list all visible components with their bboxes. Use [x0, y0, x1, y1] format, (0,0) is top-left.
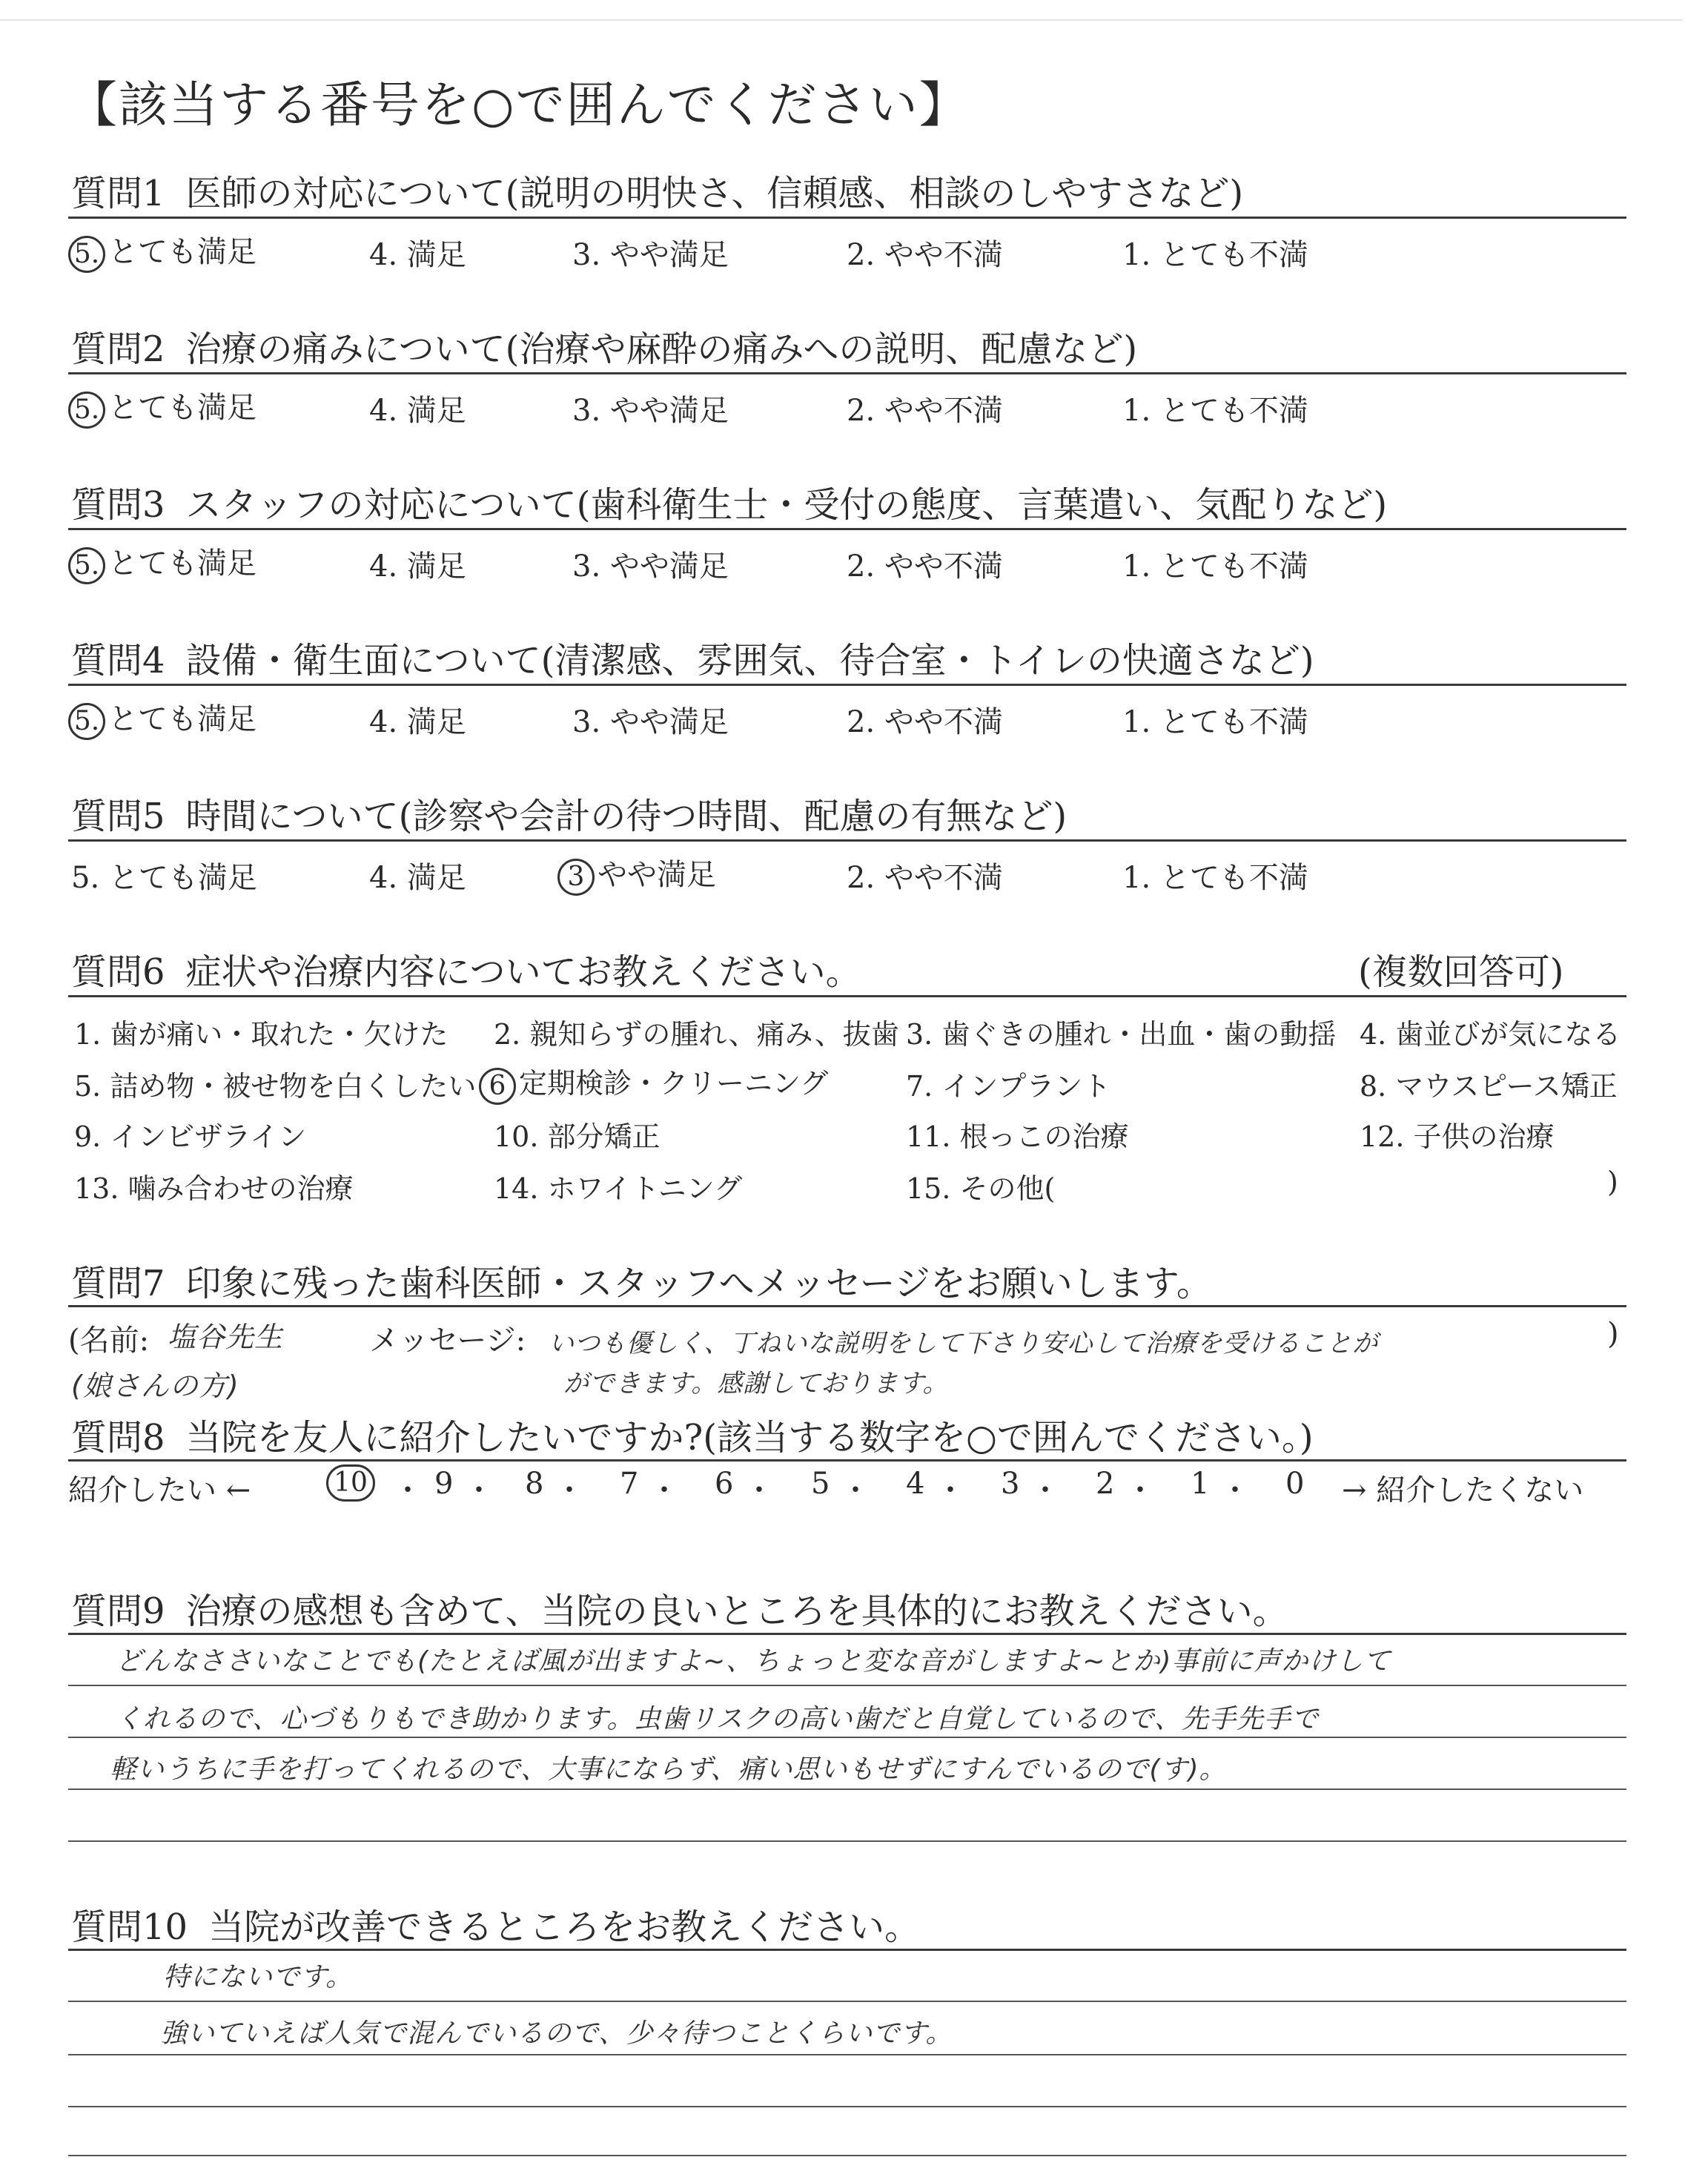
question-7-rule — [68, 1305, 1626, 1307]
question-2-text: 治療の痛みについて(治療や麻酔の痛みへの説明、配慮など) — [185, 328, 1138, 370]
scale-2[interactable]: 2 — [1096, 1467, 1115, 1501]
q2-option-4[interactable]: 4. 満足 — [369, 394, 466, 428]
question-1-label: 質問1 — [71, 173, 165, 214]
scale-dot: ・ — [1125, 1473, 1155, 1507]
selection-circle: 10 — [326, 1464, 375, 1502]
selection-circle: 3 — [557, 859, 595, 896]
q1-option-5[interactable]: 5. とても満足 — [68, 228, 256, 273]
question-6-rule — [68, 995, 1626, 997]
scale-dot: ・ — [649, 1473, 679, 1507]
question-4-label: 質問4 — [71, 640, 165, 681]
q1-option-3[interactable]: 3. やや満足 — [572, 238, 729, 272]
q6-option-10[interactable]: 10. 部分矯正 — [494, 1120, 661, 1153]
q4-option-4[interactable]: 4. 満足 — [369, 705, 466, 739]
answer-line — [68, 2106, 1626, 2107]
q6-option-13[interactable]: 13. 噛み合わせの治療 — [74, 1172, 354, 1205]
message-label: メッセージ: — [369, 1324, 526, 1358]
scale-dot: ・ — [1220, 1473, 1250, 1507]
scale-dot: ・ — [1030, 1473, 1060, 1507]
q6-option-11[interactable]: 11. 根っこの治療 — [906, 1120, 1129, 1153]
question-7-text: 印象に残った歯科医師・スタッフへメッセージをお願いします。 — [185, 1263, 1212, 1304]
q1-option-2[interactable]: 2. やや不満 — [847, 238, 1003, 272]
q5-option-4[interactable]: 4. 満足 — [369, 861, 466, 895]
scale-4[interactable]: 4 — [906, 1467, 925, 1501]
name-value[interactable]: 塩谷先生 — [168, 1321, 284, 1353]
question-8-rule — [68, 1459, 1626, 1462]
q9-answer-line-1[interactable]: どんなささいなことでも(たとえば風が出ますよ~、ちょっと変な音がしますよ~とか)事前に声かけして — [116, 1646, 1391, 1677]
answer-line — [68, 1840, 1626, 1842]
q6-option-9[interactable]: 9. インビザライン — [74, 1120, 307, 1153]
question-5 — [71, 787, 1067, 839]
message-line-1[interactable]: いつも優しく、丁ねいな説明をして下さり安心して治療を受けることが — [549, 1329, 1379, 1358]
q2-option-3[interactable]: 3. やや満足 — [572, 394, 729, 428]
question-9-text: 治療の感想も含めて、当院の良いところを具体的にお教えください。 — [185, 1591, 1288, 1632]
q4-option-5[interactable]: 5. とても満足 — [68, 696, 256, 740]
selection-circle: 5. — [68, 703, 105, 740]
question-3-text: スタッフの対応について(歯科衛生士・受付の態度、言葉遣い、気配りなど) — [185, 484, 1388, 526]
q6-option-3[interactable]: 3. 歯ぐきの腫れ・出血・歯の動揺 — [906, 1018, 1337, 1051]
top-edge-line — [0, 19, 1683, 21]
question-4 — [71, 632, 1314, 683]
message-close: ) — [1607, 1317, 1619, 1351]
question-7-label: 質問7 — [71, 1263, 165, 1304]
scale-8[interactable]: 8 — [525, 1467, 544, 1501]
q2-option-1[interactable]: 1. とても不満 — [1122, 394, 1308, 428]
question-4-text: 設備・衛生面について(清潔感、雰囲気、待合室・トイレの快適さなど) — [185, 640, 1314, 681]
scale-dot: ・ — [464, 1473, 494, 1507]
question-2-label: 質問2 — [71, 328, 165, 370]
q5-option-2[interactable]: 2. やや不満 — [847, 861, 1003, 895]
question-1-text: 医師の対応について(説明の明快さ、信頼感、相談のしやすさなど) — [185, 173, 1244, 214]
question-10-text: 当院が改善できるところをお教えください。 — [208, 1906, 921, 1948]
q4-option-1[interactable]: 1. とても不満 — [1122, 705, 1308, 739]
question-3-rule — [68, 528, 1626, 530]
q4-option-3[interactable]: 3. やや満足 — [572, 705, 729, 739]
selection-circle: 5. — [68, 236, 105, 273]
question-2 — [71, 320, 1137, 371]
q6-option-6[interactable]: 6 定期検診・クリーニング — [479, 1060, 828, 1105]
q4-option-2[interactable]: 2. やや不満 — [847, 705, 1003, 739]
q10-answer-line-2[interactable]: 強いていえば人気で混んでいるので、少々待つことくらいです。 — [160, 2018, 953, 2049]
q6-option-7[interactable]: 7. インプラント — [906, 1070, 1111, 1103]
scale-6[interactable]: 6 — [715, 1467, 734, 1501]
scale-dot: ・ — [393, 1473, 423, 1507]
selection-circle: 5. — [68, 392, 105, 429]
scale-dot: ・ — [841, 1473, 870, 1507]
scale-5[interactable]: 5 — [811, 1467, 830, 1501]
q3-option-5[interactable]: 5. とても満足 — [68, 540, 256, 584]
page-title: 【該当する番号を○で囲んでください】 — [68, 76, 970, 133]
answer-line — [68, 2001, 1626, 2002]
scale-dot: ・ — [555, 1473, 584, 1507]
q2-option-2[interactable]: 2. やや不満 — [847, 394, 1003, 428]
q3-option-2[interactable]: 2. やや不満 — [847, 549, 1003, 584]
answer-line — [68, 1737, 1626, 1738]
q6-option-2[interactable]: 2. 親知らずの腫れ、痛み、抜歯 — [494, 1018, 899, 1051]
q2-option-5[interactable]: 5. とても満足 — [68, 384, 256, 429]
answer-line — [68, 2054, 1626, 2055]
question-6-label: 質問6 — [71, 951, 165, 993]
question-8 — [71, 1409, 1314, 1460]
question-10-label: 質問10 — [71, 1906, 188, 1948]
name-label: (名前: — [68, 1324, 150, 1358]
scale-right-label: → 紹介したくない — [1342, 1473, 1584, 1507]
q6-option-15[interactable]: 15. その他( — [906, 1172, 1056, 1205]
scale-7[interactable]: 7 — [620, 1467, 639, 1501]
q9-answer-line-3[interactable]: 軽いうちに手を打ってくれるので、大事にならず、痛い思いもせずにすんでいるので(す)。 — [110, 1754, 1227, 1785]
scale-9[interactable]: 9 — [434, 1467, 454, 1501]
q5-option-5[interactable]: 5. とても満足 — [71, 861, 257, 895]
scale-3[interactable]: 3 — [1001, 1467, 1020, 1501]
q1-option-4[interactable]: 4. 満足 — [369, 238, 466, 272]
question-3-label: 質問3 — [71, 484, 165, 526]
q5-option-3[interactable]: 3 やや満足 — [557, 851, 716, 896]
question-10 — [71, 1898, 920, 1949]
question-7 — [71, 1255, 1212, 1306]
question-5-text: 時間について(診察や会計の待つ時間、配慮の有無など) — [185, 796, 1068, 837]
q6-option-14[interactable]: 14. ホワイトニング — [494, 1172, 743, 1205]
q1-option-1[interactable]: 1. とても不満 — [1122, 238, 1308, 272]
q6-option-12[interactable]: 12. 子供の治療 — [1360, 1120, 1555, 1153]
scale-0[interactable]: 0 — [1285, 1467, 1305, 1501]
selection-circle: 6 — [479, 1068, 516, 1105]
q3-option-1[interactable]: 1. とても不満 — [1122, 549, 1308, 584]
name-value-note[interactable]: (娘さんの方) — [71, 1370, 239, 1402]
q9-answer-line-2[interactable]: くれるので、心づもりもでき助かります。虫歯リスクの高い歯だと自覚しているので、先手先手で — [116, 1704, 1319, 1734]
question-5-rule — [68, 839, 1626, 842]
question-1-rule — [68, 217, 1626, 219]
question-8-text: 当院を友人に紹介したいですか?(該当する数字を○で囲んでください。) — [185, 1417, 1314, 1459]
q6-option-1[interactable]: 1. 歯が痛い・取れた・欠けた — [74, 1018, 448, 1051]
q5-option-1[interactable]: 1. とても不満 — [1122, 861, 1308, 895]
answer-line — [68, 1789, 1626, 1790]
q6-option-8[interactable]: 8. マウスピース矯正 — [1360, 1070, 1618, 1103]
question-9-rule — [68, 1633, 1626, 1635]
answer-line — [68, 2155, 1626, 2156]
selection-circle: 5. — [68, 547, 105, 584]
question-6-text: 症状や治療内容についてお教えください。 — [185, 951, 861, 993]
question-2-rule — [68, 372, 1626, 374]
question-6 — [71, 943, 861, 994]
question-8-label: 質問8 — [71, 1417, 165, 1459]
question-9 — [71, 1582, 1288, 1634]
q3-option-4[interactable]: 4. 満足 — [369, 549, 466, 584]
question-3 — [71, 476, 1387, 527]
answer-line — [68, 1685, 1626, 1686]
q6-option-4[interactable]: 4. 歯並びが気になる — [1360, 1018, 1621, 1051]
scale-10[interactable] — [326, 1464, 378, 1502]
message-line-2[interactable]: ができます。感謝しております。 — [563, 1369, 949, 1398]
scale-dot: ・ — [936, 1473, 965, 1507]
question-6-note: (複数回答可) — [1358, 951, 1564, 993]
question-5-label: 質問5 — [71, 796, 165, 837]
q6-option-5[interactable]: 5. 詰め物・被せ物を白くしたい — [74, 1070, 477, 1103]
q6-option-15-close: ) — [1607, 1166, 1618, 1198]
question-10-rule — [68, 1949, 1626, 1951]
scale-dot: ・ — [744, 1473, 774, 1507]
question-1 — [71, 165, 1243, 216]
q3-option-3[interactable]: 3. やや満足 — [572, 549, 729, 584]
question-9-label: 質問9 — [71, 1591, 165, 1632]
question-4-rule — [68, 684, 1626, 686]
q10-answer-line-1[interactable]: 特にないです。 — [163, 1962, 354, 1992]
scale-left-label: 紹介したい ← — [68, 1473, 251, 1507]
scale-1[interactable]: 1 — [1191, 1467, 1210, 1501]
